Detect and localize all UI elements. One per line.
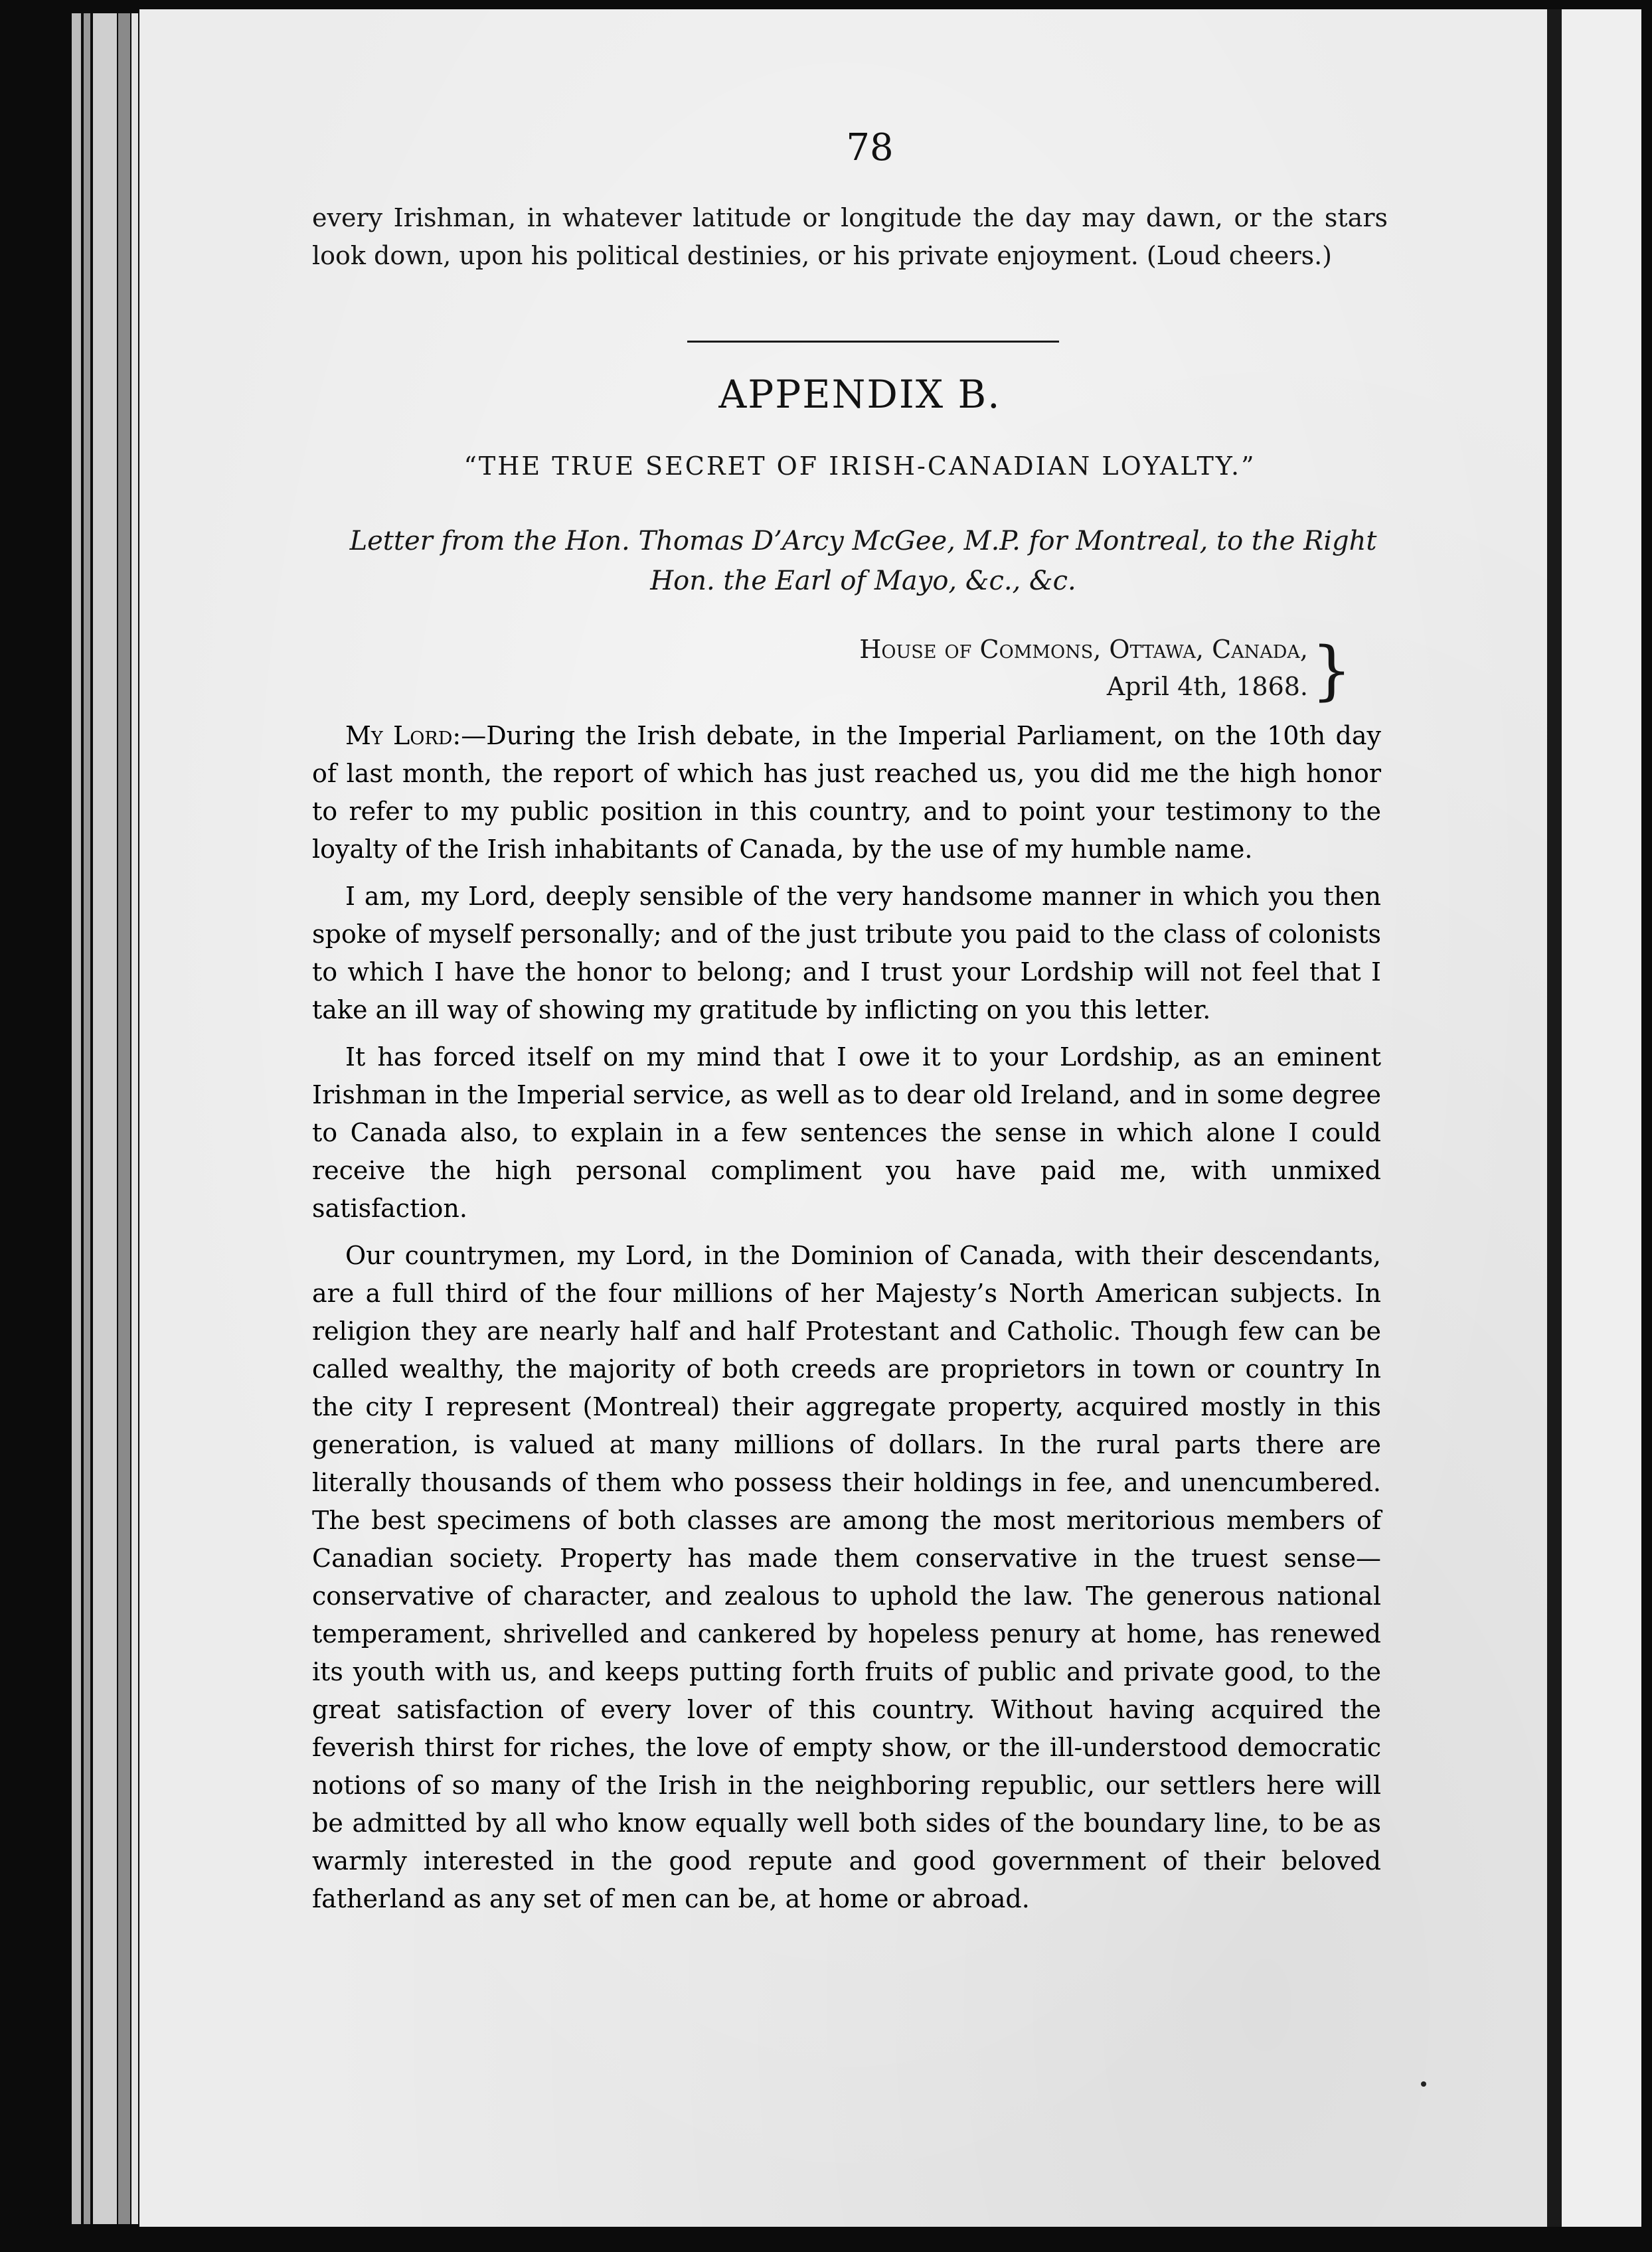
carryover-paragraph-block — [312, 199, 1388, 275]
salutation: My Lord: — [345, 721, 461, 750]
letter-paragraph: I am, my Lord, deeply sensible of the very handsome manner in which you then spoke of myself personally; and of the just tribute you paid to the class of colonists to which I have the honor to belong; and I trust your Lordship will not feel that I take an ill way of showing my gratitude by inflicting on you this letter. — [312, 882, 1381, 1024]
book-edge-strip — [72, 13, 81, 2224]
letter-address — [764, 631, 1308, 705]
address-brace: } — [1311, 633, 1353, 708]
address-line-1: House of Commons, Ottawa, Canada, — [859, 635, 1308, 664]
address-line-2: April 4th, 1868. — [1106, 672, 1308, 701]
letter-paragraph: Our countrymen, my Lord, in the Dominion of Canada, with their descendants, are a full third of the four millions of her Majesty’s North American subjects. In religion they are nearly half and half Protestant and Catholic. Though few can be called wealthy, the majority of both creeds are proprietors in town or country In the city I represent (Montreal) their aggregate property, acquired mostly in this generation, is valued at many millions of dollars. In the rural parts there are literally thousands of them who possess their holdings in fee, and unencumbered. The best specimens of both classes are among the most meritorious members of Canadian society. Property has made them conservative in the truest sense—conservative of character, and zealous to uphold the law. The generous national temperament, shrivelled and cankered by hopeless penury at home, has renewed its youth with us, and keeps putting forth fruits of public and private good, to the great satisfaction of every lover of this country. Without having acquired the feverish thirst for riches, the love of empty show, or the ill-understood democratic notions of so many of the Irish in the neighboring republic, our settlers here will be admitted by all who know equally well both sides of the boundary line, to be as warmly interested in the good repute and good government of their beloved fatherland as any set of men can be, at home or abroad. — [312, 1241, 1381, 1913]
ink-speck — [1421, 2081, 1426, 2087]
paragraph-text: —During the Irish debate, in the Imperial Parliament, on the 10th day of last month, the report of which has just reached us, you did me the high honor to refer to my public position in this country, and to point your testimony to the loyalty of the Irish inhabitants of Canada, by the use of my humble name. — [312, 721, 1381, 864]
book-edge-strip — [131, 13, 138, 2224]
appendix-subtitle: “THE TRUE SECRET OF IRISH-CANADIAN LOYALTY.” — [463, 451, 1256, 481]
carryover-paragraph: every Irishman, in whatever latitude or longitude the day may dawn, or the stars look down, upon his political destinies, or his private enjoyment. (Loud cheers.) — [312, 203, 1388, 270]
book-edge-strip — [84, 13, 90, 2224]
letter-paragraph — [312, 717, 1381, 868]
letter-intro: Letter from the Hon. Thomas D’Arcy McGee, M.P. for Montreal, to the Right Hon. the Earl of Mayo, &c., &c. — [349, 526, 1377, 596]
appendix-title: APPENDIX B. — [718, 372, 1001, 417]
book-edge-strip — [93, 13, 117, 2224]
letter-paragraph: It has forced itself on my mind that I owe it to your Lordship, as an eminent Irishman in the Imperial service, as well as to dear old Ireland, and in some degree to Canada also, to explain in a few sentences the sense in which alone I could receive the high personal compliment you have paid me, with unmixed satisfaction. — [312, 1042, 1381, 1223]
page-number: 78 — [846, 126, 894, 169]
letter-body — [312, 717, 1381, 1927]
section-divider — [687, 341, 1059, 343]
book-edge-strip — [118, 13, 130, 2224]
facing-page-edge — [1562, 9, 1641, 2227]
page-gutter — [1547, 9, 1562, 2227]
